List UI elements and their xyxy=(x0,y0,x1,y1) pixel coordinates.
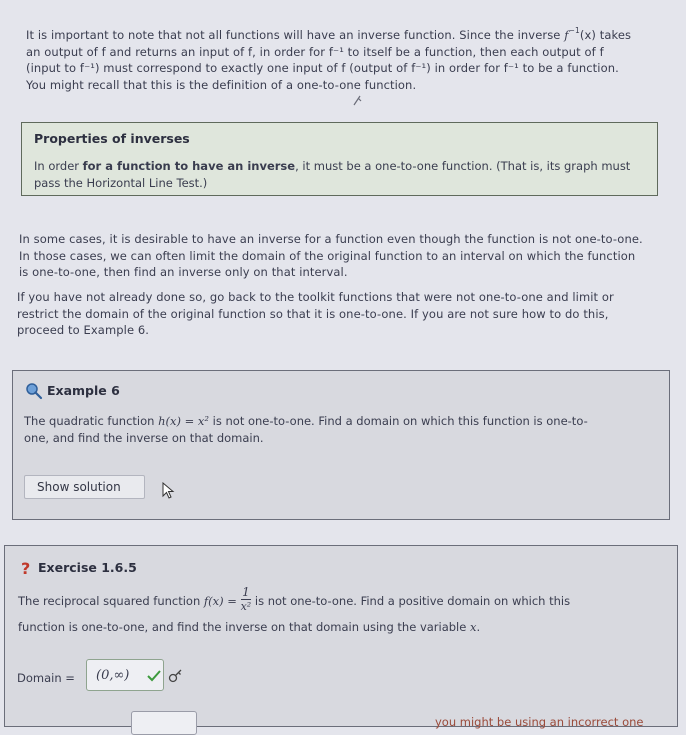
paragraph-line: function is one-to-one, and find the inverse on that domain using the variable x. xyxy=(18,620,481,634)
paragraph-line: The reciprocal squared function f(x) = $\frac{1}{\text{x²}}$ is not one-to-one. Find a positive domain on which this xyxy=(18,585,571,613)
correct-check-icon xyxy=(147,670,161,682)
example-body xyxy=(24,413,654,446)
magnifier-icon xyxy=(25,382,43,400)
example-6-box xyxy=(12,370,670,520)
paragraph-line: It is important to note that not all functions will have an inverse function. Since the inverse $f^{-1}(x)$ takes xyxy=(26,26,632,42)
domain-value[interactable]: (0,∞) xyxy=(96,668,130,683)
paragraph-line: The quadratic function h(x) = x² is not one-to-one. Find a domain on which this function is one-to- xyxy=(24,414,588,428)
question-mark-icon xyxy=(19,559,33,577)
fraction-one-over-x-squared: $\frac{1}{\text{x²}}$ xyxy=(240,585,252,613)
domain-label: Domain = xyxy=(17,671,75,685)
exercise-1-6-5-box xyxy=(4,545,678,727)
properties-body xyxy=(34,158,649,191)
paragraph-line: an output of f and returns an input of f, in order for f⁻¹ to itself be a function, then each output of f xyxy=(26,44,604,59)
paragraph-line: one, and find the inverse on that domain. xyxy=(24,430,264,445)
show-solution-button[interactable]: Show solution xyxy=(24,475,145,499)
paragraph-line: You might recall that this is the definition of a one-to-one function. xyxy=(26,77,417,92)
exercise-body xyxy=(18,585,668,639)
paragraph-line: (input to f⁻¹) must correspond to exactly one input of f (output of f⁻¹) in order for f⁻¹ to be a function. xyxy=(26,61,619,75)
toolkit-paragraph: If you have not already done so, go back to the toolkit functions that were not one-to-one and limit or restrict the domain of the original function so that it is one-to-one. If you are not sure how to do this, proceed to Example 6. xyxy=(17,290,614,337)
inverse-function-paragraph xyxy=(26,23,666,93)
properties-title: Properties of inverses xyxy=(34,131,190,146)
mouse-cursor-icon xyxy=(161,482,177,500)
example-title: Example 6 xyxy=(47,383,120,398)
exercise-title: Exercise 1.6.5 xyxy=(38,560,137,575)
key-icon[interactable] xyxy=(168,668,184,684)
paragraph-line: In order for a function to have an inverse, it must be a one-to-one function. (That is, its graph must xyxy=(34,159,631,173)
partial-input-box[interactable] xyxy=(131,711,197,735)
svg-text:?: ? xyxy=(21,559,31,577)
paragraph-line: pass the Horizontal Line Test.) xyxy=(34,175,208,190)
properties-of-inverses-box xyxy=(21,122,658,196)
pen-mark-icon xyxy=(350,93,364,107)
restrict-domain-paragraph: In some cases, it is desirable to have an inverse for a function even though the function is not one-to-one. In those cases, we can often limit the domain of the original function to an interval on which the function is one-to-one, then find an inverse only on that interval. xyxy=(19,232,643,279)
domain-input[interactable] xyxy=(86,659,164,691)
cutoff-hint-text: you might be using an incorrect one xyxy=(435,715,644,729)
